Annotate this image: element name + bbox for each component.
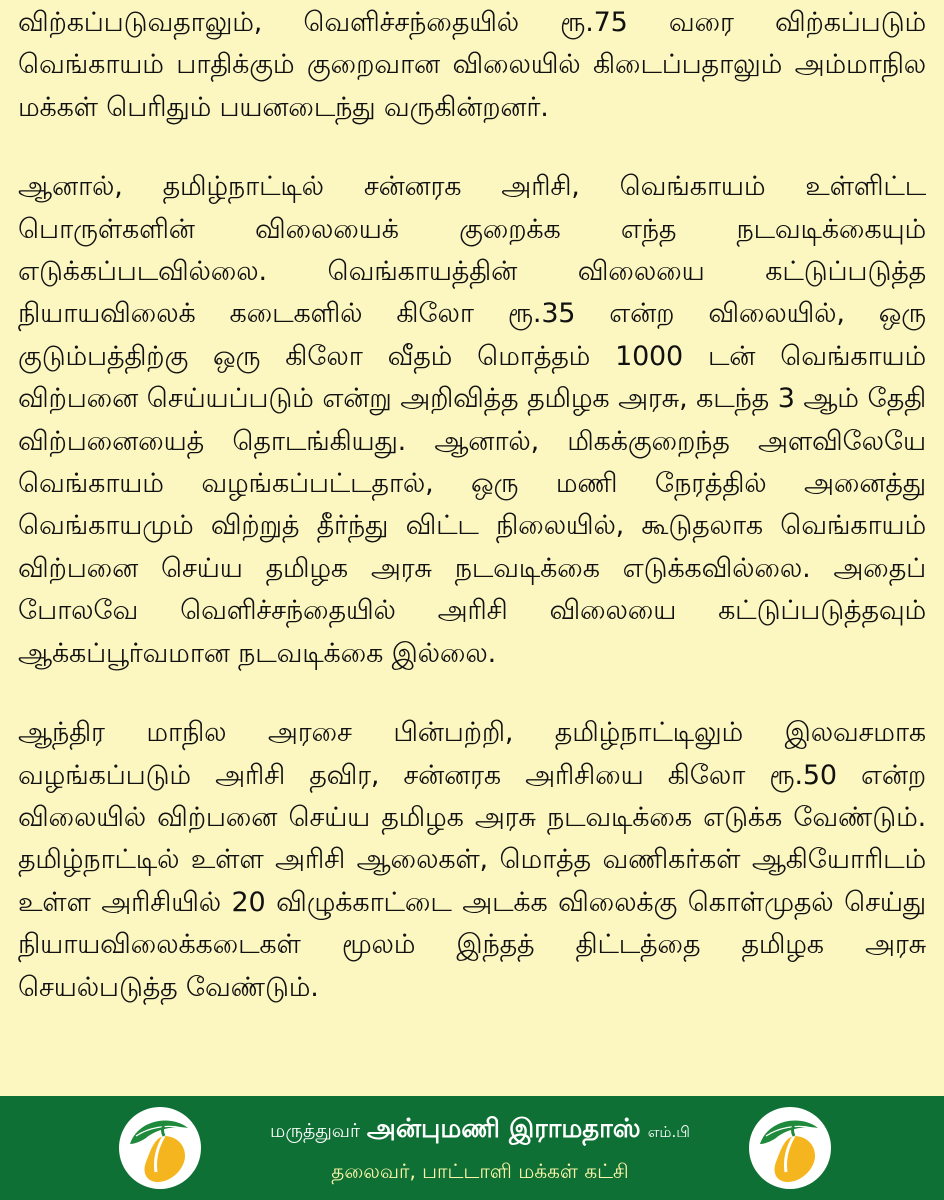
signature-prefix: மருத்துவர் [270, 1120, 360, 1142]
signature-name: அன்புமணி இராமதாஸ் [366, 1114, 641, 1144]
mango-icon [748, 1106, 832, 1190]
mango-icon [118, 1106, 202, 1190]
paragraph-2: ஆனால், தமிழ்நாட்டில் சன்னரக அரிசி, வெங்காயம் உள்ளிட்ட பொருள்களின் விலையைக் குறைக்க எந்த நடவடிக்கையும் எடுக்கப்படவில்லை. வெங்காயத்தின் விலையை கட்டுப்படுத்த நியாயவிலைக் கடைகளில் கிலோ ரூ.35 என்ற விலையில், ஒரு குடும்பத்திற்கு ஒரு கிலோ வீதம் மொத்தம் 1000 டன் வெங்காயம் விற்பனை செய்யப்படும் என்று அறிவித்த தமிழக அரசு, கடந்த 3 ஆம் தேதி விற்பனையைத் தொடங்கியது. ஆனால், மிகக்குறைந்த அளவிலேயே வெங்காயம் வழங்கப்பட்டதால், ஒரு மணி நேரத்தில் அனைத்து வெங்காயமும் விற்றுத் தீர்ந்து விட்ட நிலையில், கூடுதலாக வெங்காயம் விற்பனை செய்ய தமிழக அரசு நடவடிக்கை எடுக்கவில்லை. அதைப் போலவே வெளிச்சந்தையில் அரிசி விலையை கட்டுப்படுத்தவும் ஆக்கப்பூர்வமான நடவடிக்கை இல்லை. [18, 171, 926, 669]
signature-footer [0, 1096, 944, 1200]
paragraph-3: ஆந்திர மாநில அரசை பின்பற்றி, தமிழ்நாட்டிலும் இலவசமாக வழங்கப்படும் அரிசி தவிர, சன்னரக அரிசியை கிலோ ரூ.50 என்ற விலையில் விற்பனை செய்ய தமிழக அரசு நடவடிக்கை எடுக்க வேண்டும். தமிழ்நாட்டில் உள்ள அரிசி ஆலைகள், மொத்த வணிகர்கள் ஆகியோரிடம் உள்ள அரிசியில் 20 விழுக்காட்டை அடக்க விலைக்கு கொள்முதல் செய்து நியாயவிலைக்கடைகள் மூலம் இந்தத் திட்டத்தை தமிழக அரசு செயல்படுத்த வேண்டும். [18, 717, 926, 1003]
signature-suffix: எம்.பி [647, 1123, 690, 1141]
article-body [18, 2, 926, 1009]
paragraph-1: விற்கப்படுவதாலும், வெளிச்சந்தையில் ரூ.75 வரை விற்கப்படும் வெங்காயம் பாதிக்கும் குறைவான விலையில் கிடைப்பதாலும் அம்மாநில மக்கள் பெரிதும் பயனடைந்து வருகின்றனர். [18, 7, 926, 123]
signature-role: தலைவர், பாட்டாளி மக்கள் கட்சி [331, 1159, 629, 1183]
signature-block [230, 1112, 730, 1185]
